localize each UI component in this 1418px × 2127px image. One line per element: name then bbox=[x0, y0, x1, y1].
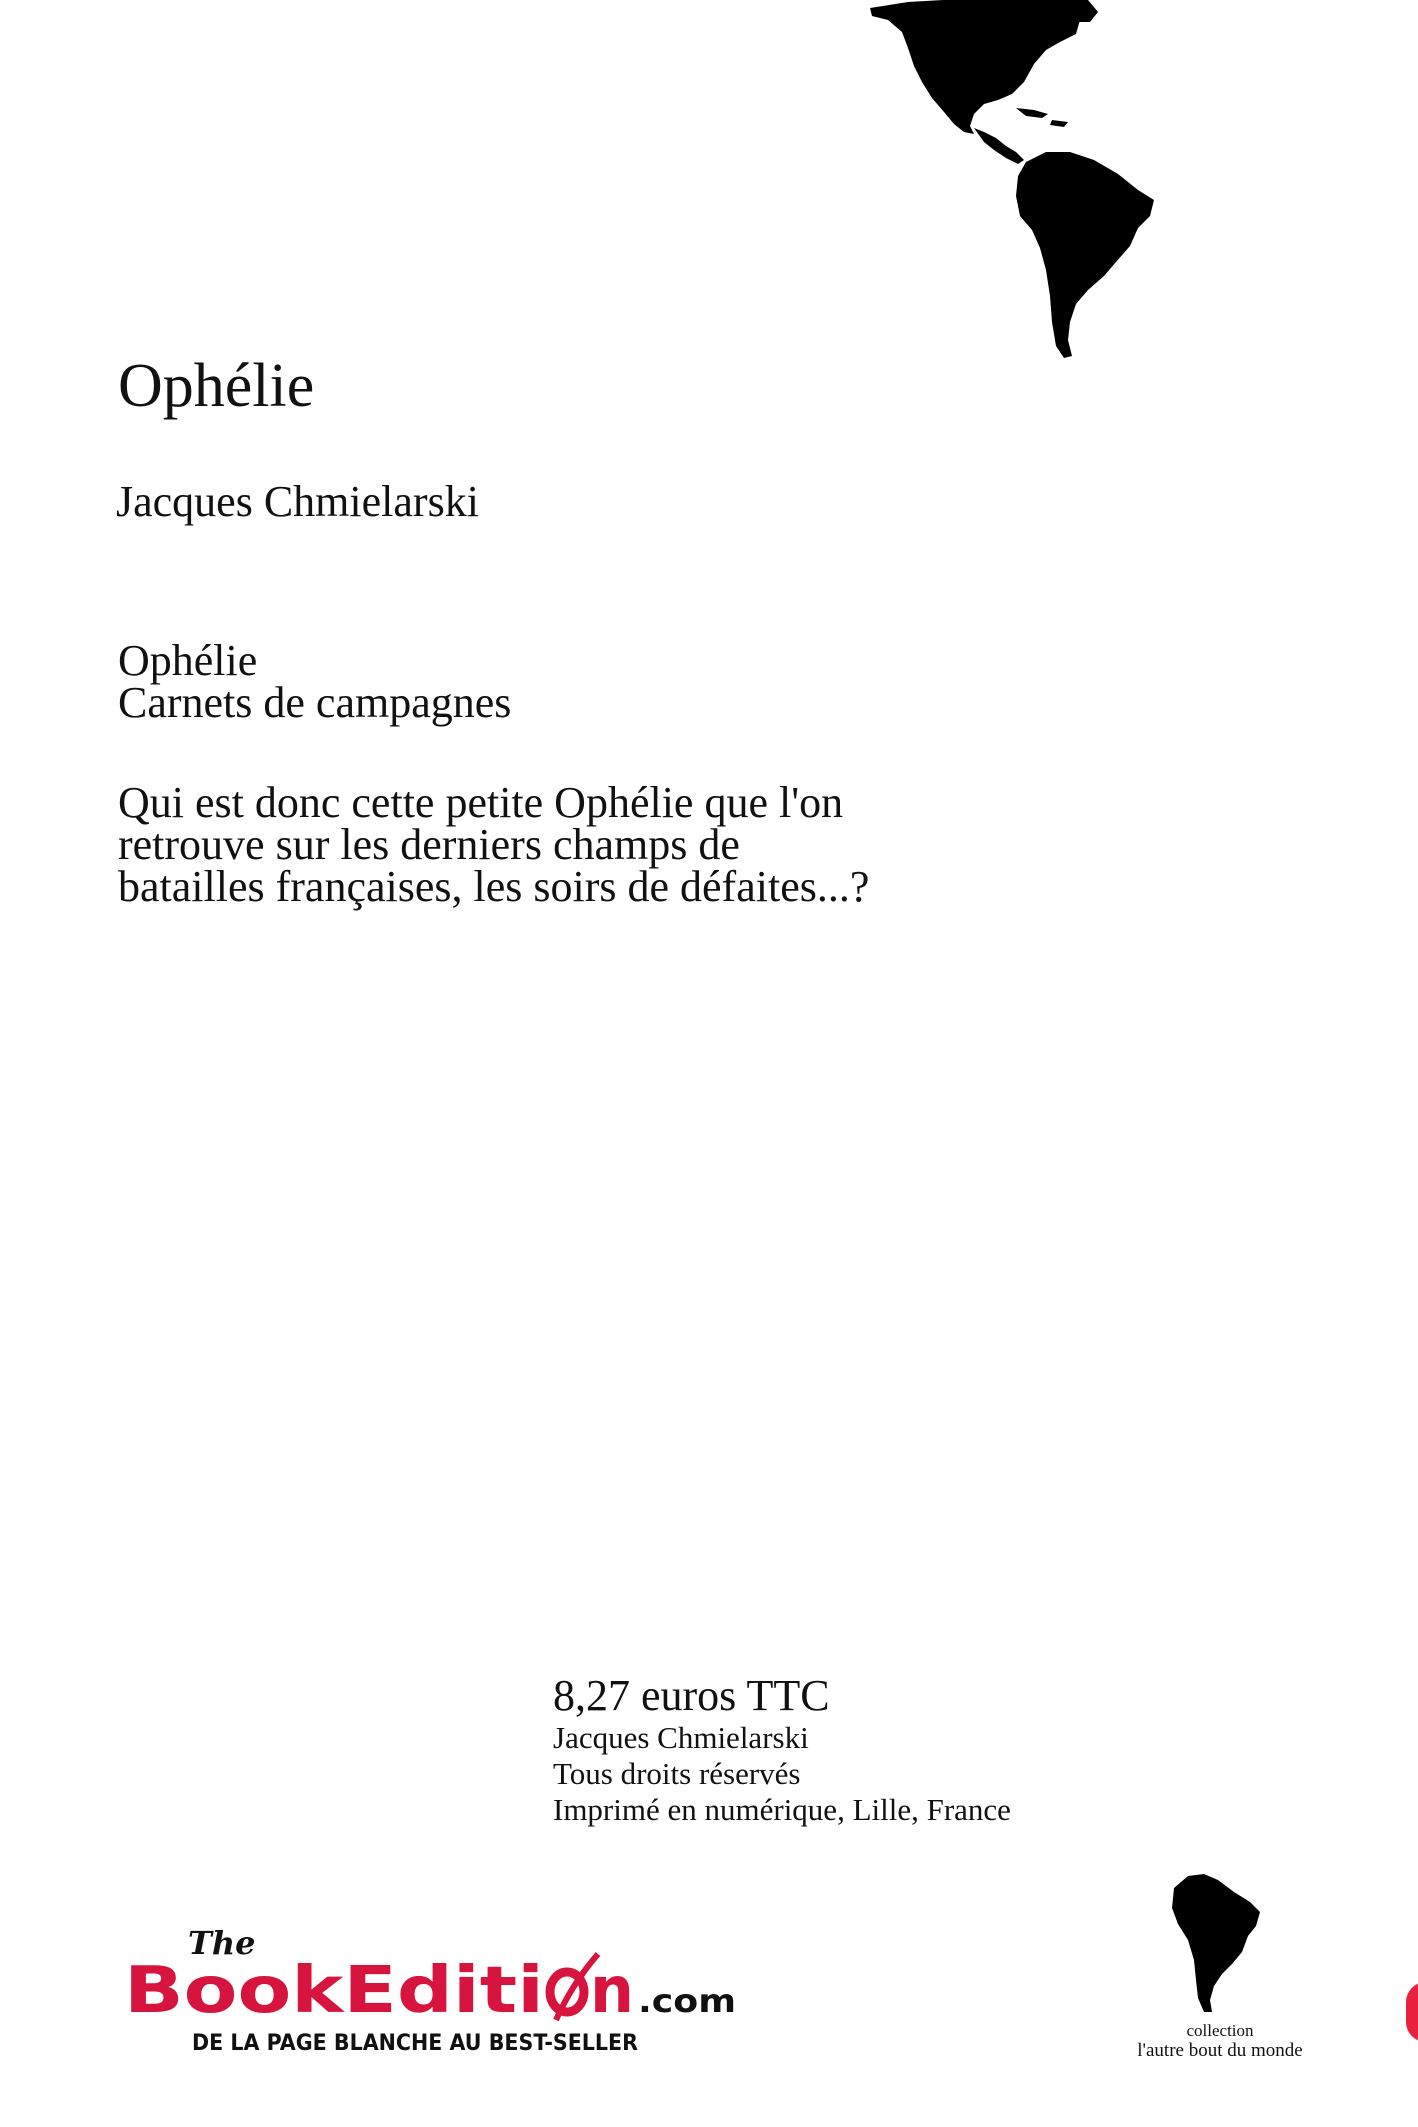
americas-map-icon bbox=[848, 0, 1268, 370]
book-title: Ophélie bbox=[118, 352, 315, 420]
colophon-rights: Tous droits réservés bbox=[553, 1756, 801, 1791]
collection-label bbox=[1120, 2022, 1320, 2062]
logo-tagline: DE LA PAGE BLANCHE AU BEST-SELLER bbox=[192, 2031, 639, 2056]
logo-n: n bbox=[590, 1954, 634, 2028]
colophon bbox=[553, 1672, 1011, 1828]
colophon-printing: Imprimé en numérique, Lille, France bbox=[553, 1792, 1011, 1827]
edge-badge bbox=[1406, 1982, 1418, 2042]
bookedition-logo bbox=[120, 1920, 740, 2060]
collection-name: l'autre bout du monde bbox=[1137, 2040, 1303, 2061]
book-author: Jacques Chmielarski bbox=[116, 477, 479, 526]
blurb-line: retrouve sur les derniers champs de bbox=[118, 820, 740, 869]
logo-com: .com bbox=[638, 1982, 736, 2020]
blurb-subtitle: Carnets de campagnes bbox=[118, 678, 512, 727]
back-cover-blurb bbox=[118, 636, 1078, 911]
colophon-author: Jacques Chmielarski bbox=[553, 1720, 809, 1755]
blurb-line: batailles françaises, les soirs de défaites...? bbox=[118, 862, 870, 911]
blurb-line: Qui est donc cette petite Ophélie que l'on bbox=[118, 778, 844, 827]
blurb-title: Ophélie bbox=[118, 636, 258, 685]
collection-caption: collection bbox=[1186, 2021, 1254, 2040]
logo-the: The bbox=[188, 1924, 256, 1962]
logo-book: BookEditi bbox=[124, 1954, 544, 2028]
price: 8,27 euros TTC bbox=[553, 1671, 830, 1720]
south-america-map-icon bbox=[1168, 1870, 1268, 2015]
